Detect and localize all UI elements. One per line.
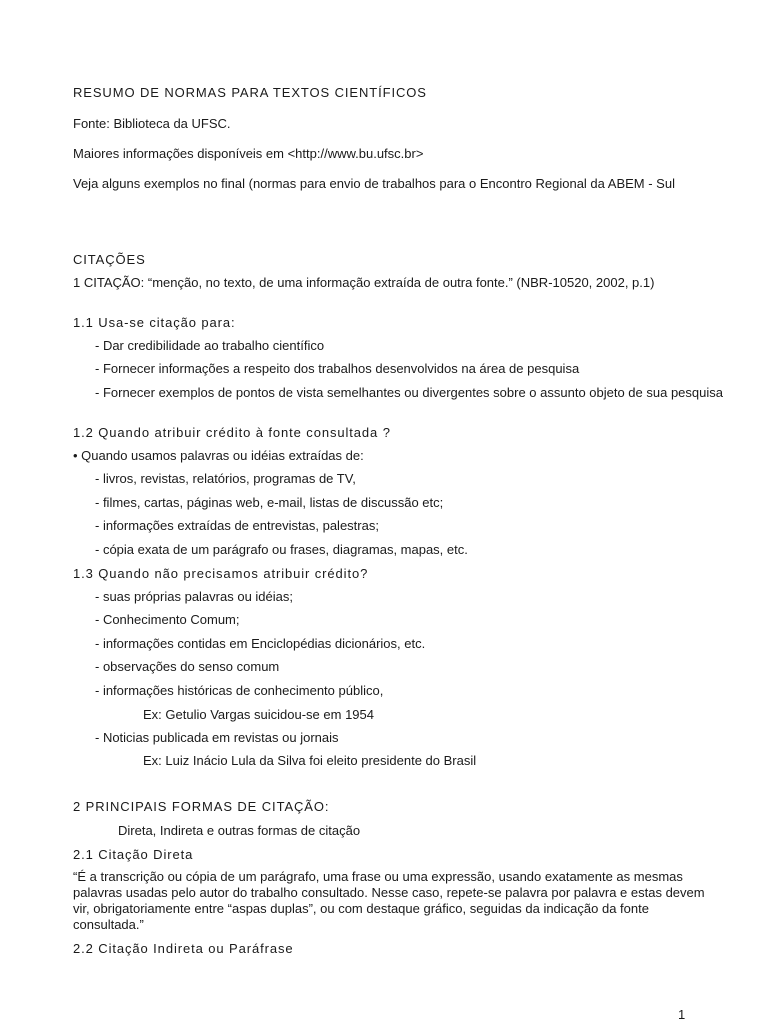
list-item: - Fornecer informações a respeito dos trabalhos desenvolvidos na área de pesquisa [95, 361, 580, 376]
section-1-1-heading: 1.1 Usa-se citação para: [73, 315, 236, 330]
formas-heading: 2 PRINCIPAIS FORMAS DE CITAÇÃO: [73, 799, 330, 814]
citacoes-heading: CITAÇÕES [73, 252, 146, 267]
section-1-2-heading: 1.2 Quando atribuir crédito à fonte consultada ? [73, 425, 391, 440]
list-item: - informações históricas de conhecimento público, [95, 683, 384, 698]
list-item: - informações extraídas de entrevistas, palestras; [95, 518, 379, 533]
list-item: - observações do senso comum [95, 659, 280, 674]
list-item: - livros, revistas, relatórios, programas de TV, [95, 471, 356, 486]
bullet-item: • Quando usamos palavras ou idéias extraídas de: [73, 448, 364, 463]
direct-citation-text: “É a transcrição ou cópia de um parágrafo, uma frase ou uma expressão, usando exatamente as mesmas palavras usadas pelo autor do trabalho consultado. Nesse caso, repete-se palavra por palavra e estas devem vir, obrigatoriamente entre “aspas duplas”, ou com destaque gráfico, seguidas da indicação da fonte consultada.” [73, 869, 705, 932]
list-item: - informações contidas em Enciclopédias dicionários, etc. [95, 636, 426, 651]
example-line: Ex: Getulio Vargas suicidou-se em 1954 [143, 707, 374, 722]
more-info-line: Maiores informações disponíveis em <http://www.bu.ufsc.br> [73, 146, 424, 161]
list-item: - Dar credibilidade ao trabalho científico [95, 338, 325, 353]
section-1-3-heading: 1.3 Quando não precisamos atribuir crédito? [73, 566, 369, 581]
list-item: - Noticias publicada em revistas ou jornais [95, 730, 339, 745]
list-item [95, 385, 725, 401]
section-2-2-heading: 2.2 Citação Indireta ou Paráfrase [73, 941, 294, 956]
list-item: - filmes, cartas, páginas web, e-mail, listas de discussão etc; [95, 495, 444, 510]
example-line: Ex: Luiz Inácio Lula da Silva foi eleito presidente do Brasil [143, 753, 477, 768]
citation-definition: 1 CITAÇÃO: “menção, no texto, de uma informação extraída de outra fonte.” (NBR-10520, 2002, p.1) [73, 275, 655, 290]
examples-note: Veja alguns exemplos no final (normas para envio de trabalhos para o Encontro Regional da ABEM - Sul [73, 176, 675, 191]
list-item: - cópia exata de um parágrafo ou frases, diagramas, mapas, etc. [95, 542, 468, 557]
page-number: 1 [678, 1007, 686, 1022]
document-title: RESUMO DE NORMAS PARA TEXTOS CIENTÍFICOS [73, 85, 427, 100]
formas-subtitle: Direta, Indireta e outras formas de citação [118, 823, 361, 838]
source-line: Fonte: Biblioteca da UFSC. [73, 116, 231, 131]
list-item: - suas próprias palavras ou idéias; [95, 589, 293, 604]
list-item: - Conhecimento Comum; [95, 612, 240, 627]
section-2-1-heading: 2.1 Citação Direta [73, 847, 194, 862]
list-item-text: - Fornecer exemplos de pontos de vista semelhantes ou divergentes sobre o assunto objeto de sua pesquisa [95, 385, 723, 400]
